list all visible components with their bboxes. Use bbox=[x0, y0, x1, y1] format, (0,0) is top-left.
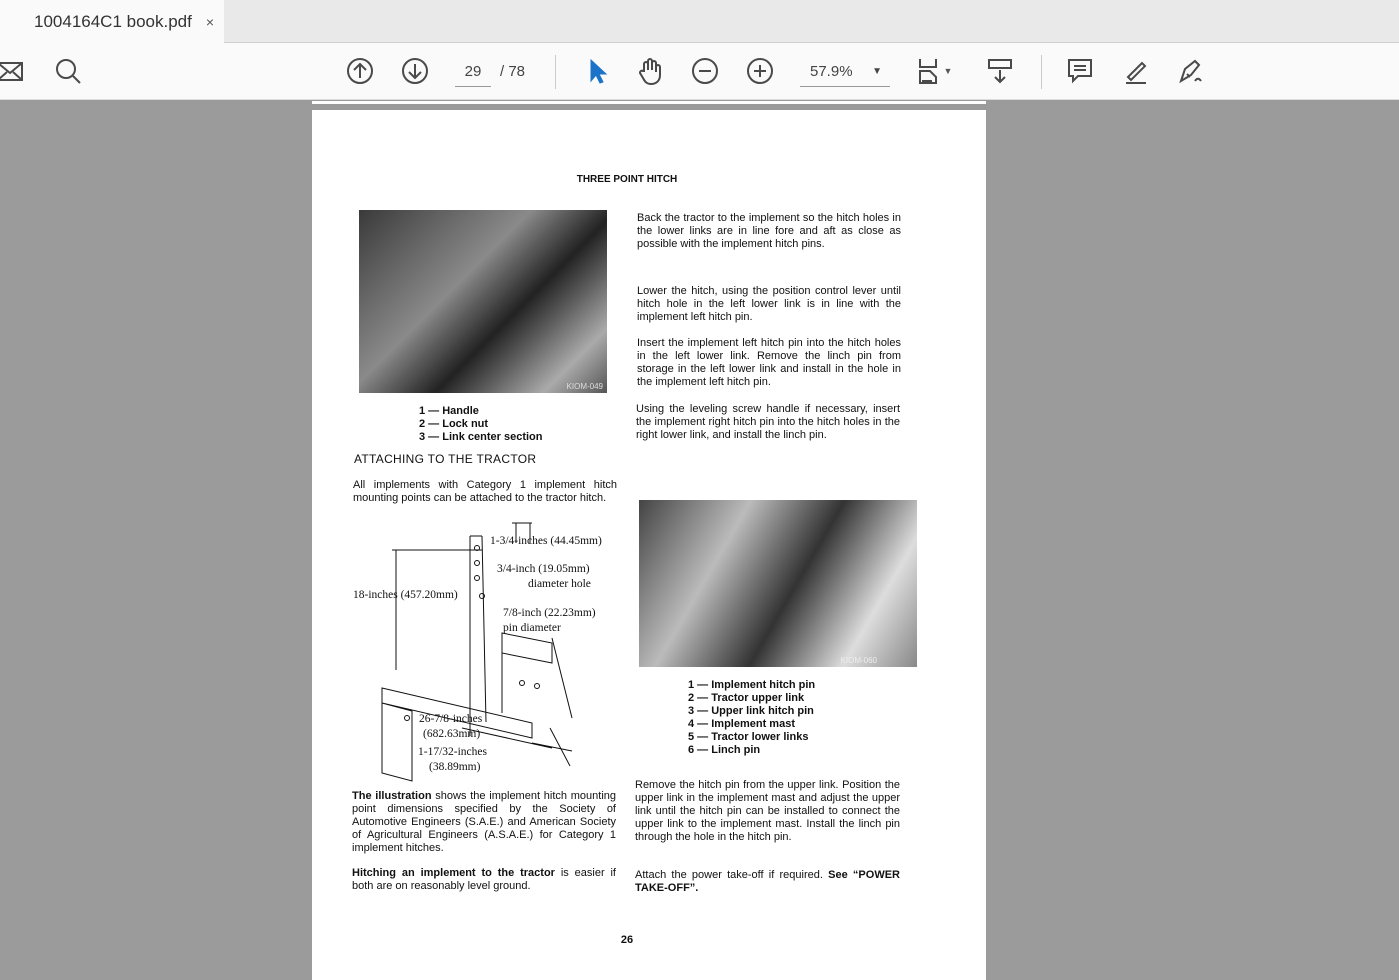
fig1-caption-2: 2 — Lock nut bbox=[419, 418, 489, 430]
illustration-bold: The illustration bbox=[352, 790, 432, 802]
right-paragraph-4: Using the leveling screw handle if necessary, insert the implement right hitch pin into the hitch holes in the right lower link, and install the linch pin. bbox=[636, 403, 900, 441]
dim-label-offset-2: (38.89mm) bbox=[429, 761, 481, 773]
scroll-mode-icon[interactable] bbox=[984, 55, 1016, 87]
tab-bar bbox=[0, 0, 1399, 43]
illustration-text: shows the implement hitch mounting point dimensions specified by the Society of Automotive Engineers (S.A.E.) and American Society of Agricultural Engineers (A.S.A.E.) for Category 1 implement hitches. bbox=[352, 790, 617, 854]
previous-page-button[interactable] bbox=[344, 55, 376, 87]
toolbar bbox=[0, 43, 1399, 100]
hitching-bold: Hitching an implement to the tractor bbox=[352, 867, 555, 879]
right-paragraph-1: Back the tractor to the implement so the hitch holes in the lower links are in line fore and aft as close as possible with the implement hitch pins. bbox=[637, 212, 901, 250]
dim-label-spread-2: (682.63mm) bbox=[423, 728, 481, 740]
divider bbox=[1041, 55, 1042, 89]
comment-icon[interactable] bbox=[1064, 55, 1096, 87]
figure-code: KIOM-049 bbox=[566, 382, 603, 391]
fig2-caption-4: 4 — Implement mast bbox=[688, 718, 795, 730]
hand-tool-icon[interactable] bbox=[634, 55, 666, 87]
zoom-in-button[interactable] bbox=[744, 55, 776, 87]
fig2-caption-6: 6 — Linch pin bbox=[688, 744, 761, 756]
sign-icon[interactable] bbox=[1175, 55, 1207, 87]
fig2-caption-5: 5 — Tractor lower links bbox=[688, 731, 809, 743]
figure-code: KIOM-060 bbox=[840, 656, 877, 665]
pdf-page bbox=[312, 110, 986, 980]
tab-title: 1004164C1 book.pdf bbox=[34, 11, 192, 31]
dim-label-spread: 26-7/8-inches bbox=[419, 713, 483, 725]
hitching-paragraph bbox=[352, 867, 616, 893]
next-page-button[interactable] bbox=[399, 55, 431, 87]
page-total: / 78 bbox=[500, 63, 526, 80]
chevron-down-icon: ▼ bbox=[872, 66, 882, 77]
attach-text: Attach the power take-off if required. bbox=[635, 869, 829, 881]
page-number: 26 bbox=[620, 934, 634, 946]
dim-label-pin-2: pin diameter bbox=[503, 622, 561, 634]
fig1-caption-1: 1 — Handle bbox=[419, 405, 479, 417]
right-paragraph-2: Lower the hitch, using the position control lever until hitch hole in the left lower link is in line with the implement left hitch pin. bbox=[637, 285, 901, 323]
zoom-out-button[interactable] bbox=[689, 55, 721, 87]
fig2-caption-1: 1 — Implement hitch pin bbox=[688, 679, 816, 691]
dim-label-hole-2: diameter hole bbox=[528, 578, 591, 590]
dim-label-offset: 1-17/32-inches bbox=[418, 746, 487, 758]
illustration-paragraph bbox=[352, 790, 616, 855]
search-icon[interactable] bbox=[52, 55, 84, 87]
hitch-photo-2 bbox=[639, 500, 917, 667]
document-tab[interactable] bbox=[0, 0, 224, 43]
fig2-caption-2: 2 — Tractor upper link bbox=[688, 692, 805, 704]
dim-label-width: 1-3/4-inches (44.45mm) bbox=[490, 535, 602, 547]
select-tool-icon[interactable] bbox=[580, 55, 612, 87]
hitch-dimension-diagram bbox=[352, 518, 622, 783]
dim-label-pin: 7/8-inch (22.23mm) bbox=[503, 607, 596, 619]
zoom-value: 57.9% bbox=[810, 63, 853, 80]
right-paragraph-3: Insert the implement left hitch pin into the hitch holes in the left lower link. Remove the linch pin from storage in the left lower link and install in the hole in the implement left hitch pin. bbox=[637, 337, 901, 388]
pto-reference: See “POWER TAKE-OFF”. bbox=[635, 869, 900, 894]
previous-page-edge bbox=[312, 101, 986, 104]
divider bbox=[555, 55, 556, 89]
email-icon[interactable] bbox=[0, 55, 26, 87]
remove-pin-paragraph: Remove the hitch pin from the upper link. Position the upper link in the implement mast and adjust the upper link until the hitch pin can be installed to connect the upper link to the implement mast. Install the linch pin through the hole in the hitch pin. bbox=[635, 779, 900, 843]
dim-label-hole: 3/4-inch (19.05mm) bbox=[497, 563, 590, 575]
page-number-input[interactable]: 29 bbox=[455, 61, 491, 87]
fig1-caption-3: 3 — Link center section bbox=[419, 431, 543, 443]
zoom-select[interactable] bbox=[800, 61, 890, 87]
highlight-icon[interactable] bbox=[1120, 55, 1152, 87]
attach-pto-paragraph bbox=[635, 869, 900, 895]
hitch-photo-1 bbox=[359, 210, 607, 393]
fig2-caption-3: 3 — Upper link hitch pin bbox=[688, 705, 814, 717]
hitching-text: is easier if both are on reasonably level ground. bbox=[352, 867, 616, 892]
intro-paragraph: All implements with Category 1 implement hitch mounting points can be attached to the tractor hitch. bbox=[353, 479, 617, 504]
page-title: THREE POINT HITCH bbox=[576, 174, 678, 185]
fit-dropdown-icon[interactable]: ▼ bbox=[943, 66, 953, 76]
section-heading: ATTACHING TO THE TRACTOR bbox=[354, 452, 537, 466]
close-tab-button[interactable]: × bbox=[205, 13, 215, 30]
dim-label-height: 18-inches (457.20mm) bbox=[353, 589, 458, 601]
